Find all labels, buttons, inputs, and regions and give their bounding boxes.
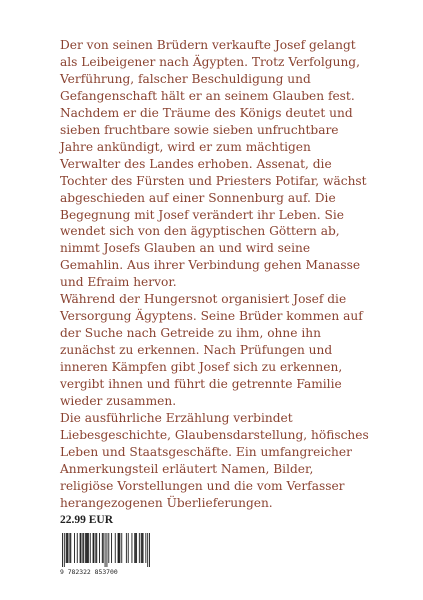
barcode-digits: 9 782322 853700 xyxy=(60,568,118,576)
barcode-bar xyxy=(143,533,144,563)
barcode-bar xyxy=(128,533,129,563)
barcode-bar xyxy=(141,533,142,563)
barcode-bar xyxy=(67,533,68,563)
barcode-bar xyxy=(106,533,107,567)
barcode-bar xyxy=(145,533,146,563)
barcode-bar xyxy=(69,533,70,563)
barcode-bar xyxy=(90,533,91,563)
barcode-bar xyxy=(147,533,148,567)
barcode-bar xyxy=(70,533,71,563)
barcode-bar xyxy=(74,533,75,563)
blurb-paragraph-3: Die ausführliche Erzählung verbindet Liebesgeschichte, Glaubensdarstellung, höfisches Leben und Staatsgeschäfte. Ein umfangreicher Anmerkungsteil erläutert Namen, Bilder, religiöse Vorstellungen und die vom Verfasser herangezogenen Überlieferungen. xyxy=(60,410,369,510)
barcode-bar xyxy=(93,533,94,563)
barcode-bar xyxy=(134,533,135,563)
barcode-bar xyxy=(111,533,112,563)
barcode-bar xyxy=(103,533,104,563)
barcode-bar xyxy=(118,533,119,563)
blurb-text xyxy=(60,37,370,512)
barcode-bar xyxy=(77,533,78,563)
barcode-bar xyxy=(88,533,89,563)
price-label: 22.99 EUR xyxy=(60,514,114,526)
barcode-bar xyxy=(119,533,120,563)
isbn-barcode xyxy=(60,533,150,577)
barcode-bar xyxy=(93,533,94,563)
barcode-bar xyxy=(66,533,67,563)
barcode-bar xyxy=(136,533,137,563)
barcode-bar xyxy=(102,533,103,563)
barcode-bar xyxy=(126,533,127,563)
barcode-bar xyxy=(149,533,150,567)
barcode-bar xyxy=(86,533,87,563)
barcode-bar xyxy=(68,533,69,563)
barcode-bar xyxy=(62,533,63,567)
barcode-bar xyxy=(139,533,140,563)
barcode-bar xyxy=(83,533,84,563)
barcode-bar xyxy=(135,533,136,563)
barcode-bar xyxy=(81,533,82,563)
barcode-bar xyxy=(105,533,106,567)
barcode-bar xyxy=(115,533,116,563)
barcode-bar xyxy=(119,533,120,563)
barcode-bar xyxy=(108,533,109,563)
barcode-bar xyxy=(99,533,100,563)
barcode-bar xyxy=(142,533,143,563)
barcode-bar xyxy=(131,533,132,563)
barcode-bar xyxy=(82,533,83,563)
barcode-bar xyxy=(96,533,97,563)
barcode-bar xyxy=(95,533,96,563)
barcode-bar xyxy=(87,533,88,563)
barcode-bar xyxy=(121,533,122,563)
barcode-bars xyxy=(62,533,150,567)
blurb-paragraph-2: Während der Hungersnot organisiert Josef die Versorgung Ägyptens. Seine Brüder kommen auf der Suche nach Getreide zu ihm, ohne ihn zunächst zu erkennen. Nach Prüfungen und inneren Kämpfen gibt Josef sich zu erkennen, vergibt ihnen und führt die getrennte Familie wieder zusammen. xyxy=(60,292,363,409)
barcode-bar xyxy=(80,533,81,563)
barcode-bar xyxy=(64,533,65,567)
barcode-bar xyxy=(85,533,86,563)
blurb-paragraph-1: Der von seinen Brüdern verkaufte Josef gelangt als Leibeigener nach Ägypten. Trotz Verfolgung, Verführung, falscher Beschuldigung und Gefangenschaft hält er an seinem Glauben fest. Nachdem er die Träume des Königs deutet und sieben fruchtbare sowie sieben unfruchtbare Jahre ankündigt, wird er zum mächtigen Verwalter des Landes erhoben. Assenat, die Tochter des Fürsten und Priesters Potifar, wächst abgeschieden auf einer Sonnenburg auf. Die Begegnung mit Josef verändert ihr Leben. Sie wendet sich von den ägyptischen Göttern ab, nimmt Josefs Glauben an und wird seine Gemahlin. Aus ihrer Verbindung gehen Manasse und Efraim hervor. xyxy=(60,38,367,290)
